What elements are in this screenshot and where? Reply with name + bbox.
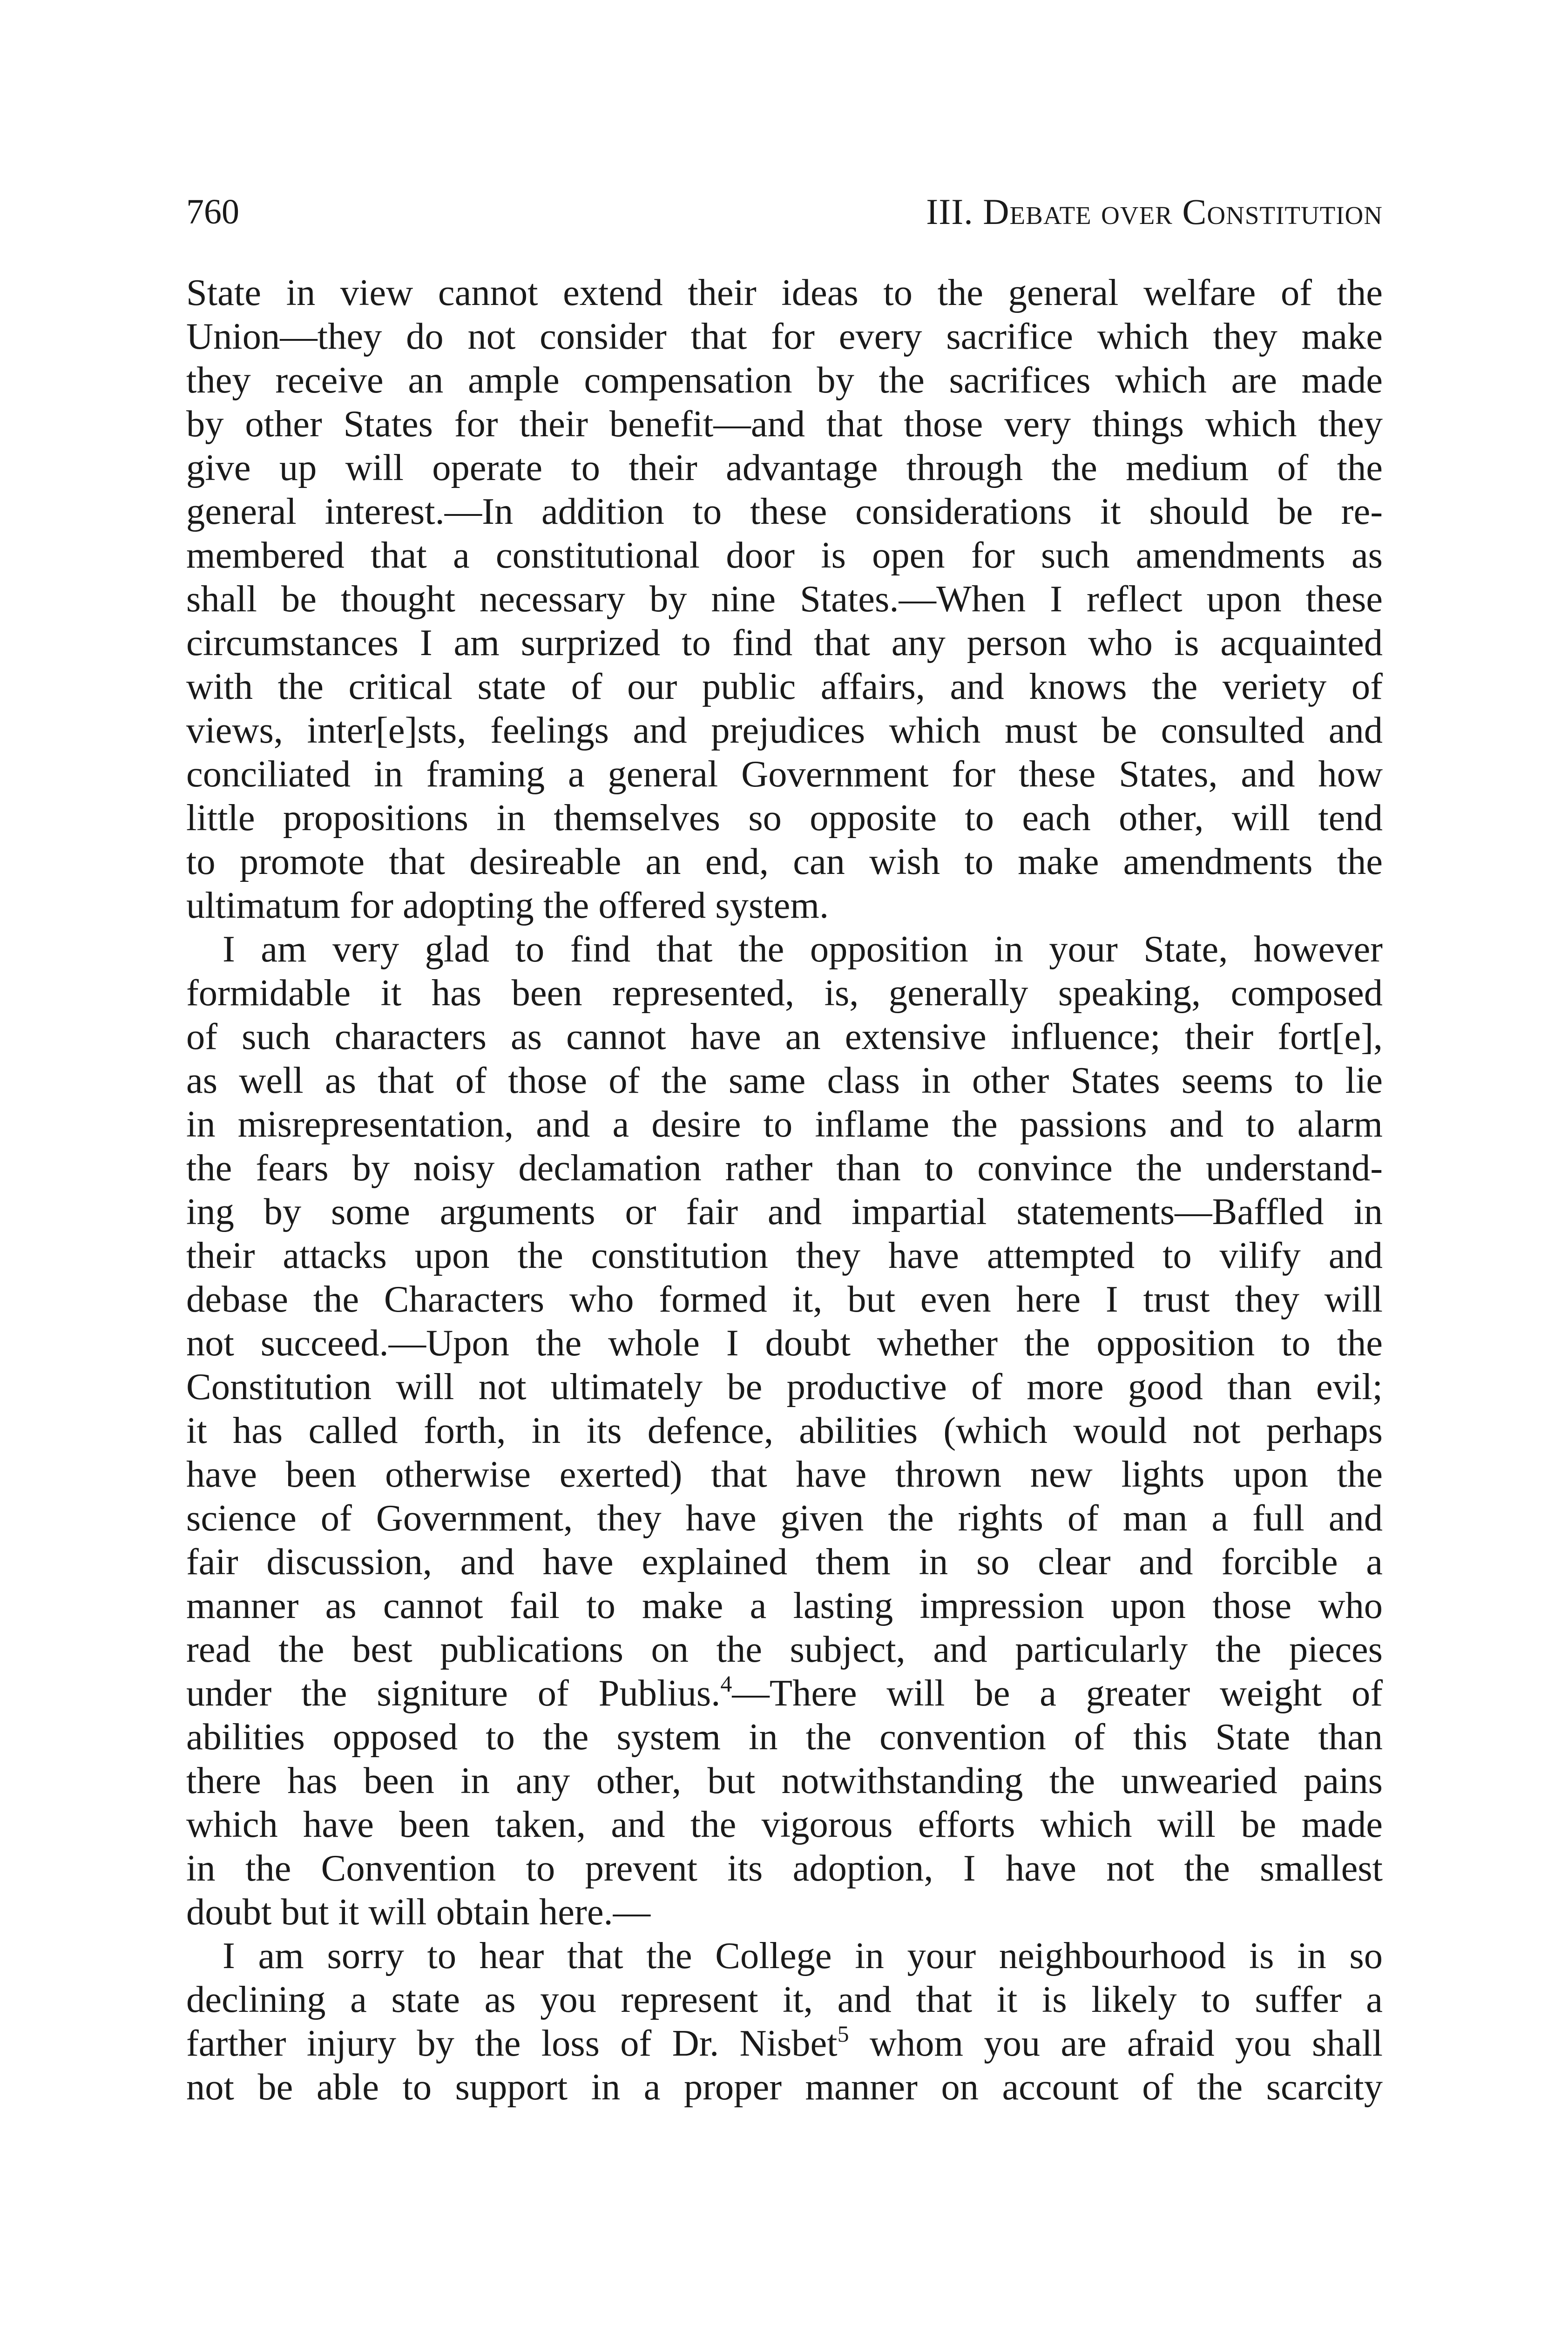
text-line: of such characters as cannot have an extensive influence; their fort[e], [186,1016,1383,1057]
text-line: to promote that desireable an end, can wish to make amendments the [186,841,1383,882]
text-line: the fears by noisy declamation rather than to convince the understand- [186,1147,1383,1189]
text-line: science of Government, they have given the rights of man a full and [186,1497,1383,1539]
text-line: not be able to support in a proper manner on account of the scarcity [186,2066,1383,2108]
text-segment: under the signiture of Publius. [186,1672,721,1714]
text-line: there has been in any other, but notwithstanding the unwearied pains [186,1760,1383,1801]
text-segment: —There will be a greater weight of [732,1672,1383,1714]
text-line: I am very glad to find that the opposition in your State, however [223,928,1383,970]
text-line [186,1672,1383,1715]
footnote-reference[interactable]: 5 [837,2021,849,2047]
text-line: formidable it has been represented, is, generally speaking, composed [186,972,1383,1014]
text-line: it has called forth, in its defence, abilities (which would not perhaps [186,1410,1383,1451]
text-line: in misrepresentation, and a desire to inflame the passions and to alarm [186,1103,1383,1145]
text-line: they receive an ample compensation by the sacrifices which are made [186,359,1383,401]
text-segment: whom you are afraid you shall [849,2023,1383,2064]
text-line: declining a state as you represent it, and that it is likely to suffer a [186,1979,1383,2020]
text-line: their attacks upon the constitution they have attempted to vilify and [186,1235,1383,1276]
text-line: in the Convention to prevent its adoption, I have not the smallest [186,1848,1383,1889]
text-line: with the critical state of our public affairs, and knows the veriety of [186,666,1383,707]
text-line [186,2022,1383,2065]
text-line: little propositions in themselves so opposite to each other, will tend [186,797,1383,839]
text-line: views, inter[e]sts, feelings and prejudices which must be consulted and [186,710,1383,751]
text-line: have been otherwise exerted) that have thrown new lights upon the [186,1454,1383,1495]
text-line: membered that a constitutional door is open for such amendments as [186,535,1383,576]
text-line: debase the Characters who formed it, but even here I trust they will [186,1279,1383,1320]
text-line: fair discussion, and have explained them in so clear and forcible a [186,1541,1383,1583]
paragraph [186,927,1383,1934]
text-line: general interest.—In addition to these considerations it should be re- [186,491,1383,532]
paragraph [186,1934,1383,2109]
text-line: read the best publications on the subject, and particularly the pieces [186,1629,1383,1670]
text-line: Constitution will not ultimately be productive of more good than evil; [186,1366,1383,1408]
footnote-reference[interactable]: 4 [720,1671,732,1697]
text-line: give up will operate to their advantage through the medium of the [186,447,1383,488]
page-header [186,189,1383,235]
text-line: Union—they do not consider that for every sacrifice which they make [186,316,1383,357]
text-line: manner as cannot fail to make a lasting impression upon those who [186,1585,1383,1626]
running-head: III. Debate over Constitution [926,191,1383,232]
text-line: not succeed.—Upon the whole I doubt whether the opposition to the [186,1322,1383,1364]
text-line: which have been taken, and the vigorous efforts which will be made [186,1804,1383,1845]
text-line: ultimatum for adopting the offered system. [186,885,829,926]
paragraph [186,271,1383,927]
text-line: State in view cannot extend their ideas to the general welfare of the [186,272,1383,313]
text-line: I am sorry to hear that the College in your neighbourhood is in so [223,1935,1383,1976]
text-segment: farther injury by the loss of Dr. Nisbet [186,2023,838,2064]
text-line: ing by some arguments or fair and impartial statements—Baffled in [186,1191,1383,1232]
text-line: doubt but it will obtain here.— [186,1891,651,1933]
page-number: 760 [186,192,239,231]
text-line: by other States for their benefit—and that those very things which they [186,403,1383,445]
text-line: circumstances I am surprized to find that any person who is acquainted [186,622,1383,663]
body-text [186,271,1383,2109]
text-line: shall be thought necessary by nine States.—When I reflect upon these [186,578,1383,620]
text-line: abilities opposed to the system in the convention of this State than [186,1716,1383,1758]
text-line: conciliated in framing a general Government for these States, and how [186,753,1383,795]
text-line: as well as that of those of the same class in other States seems to lie [186,1060,1383,1101]
